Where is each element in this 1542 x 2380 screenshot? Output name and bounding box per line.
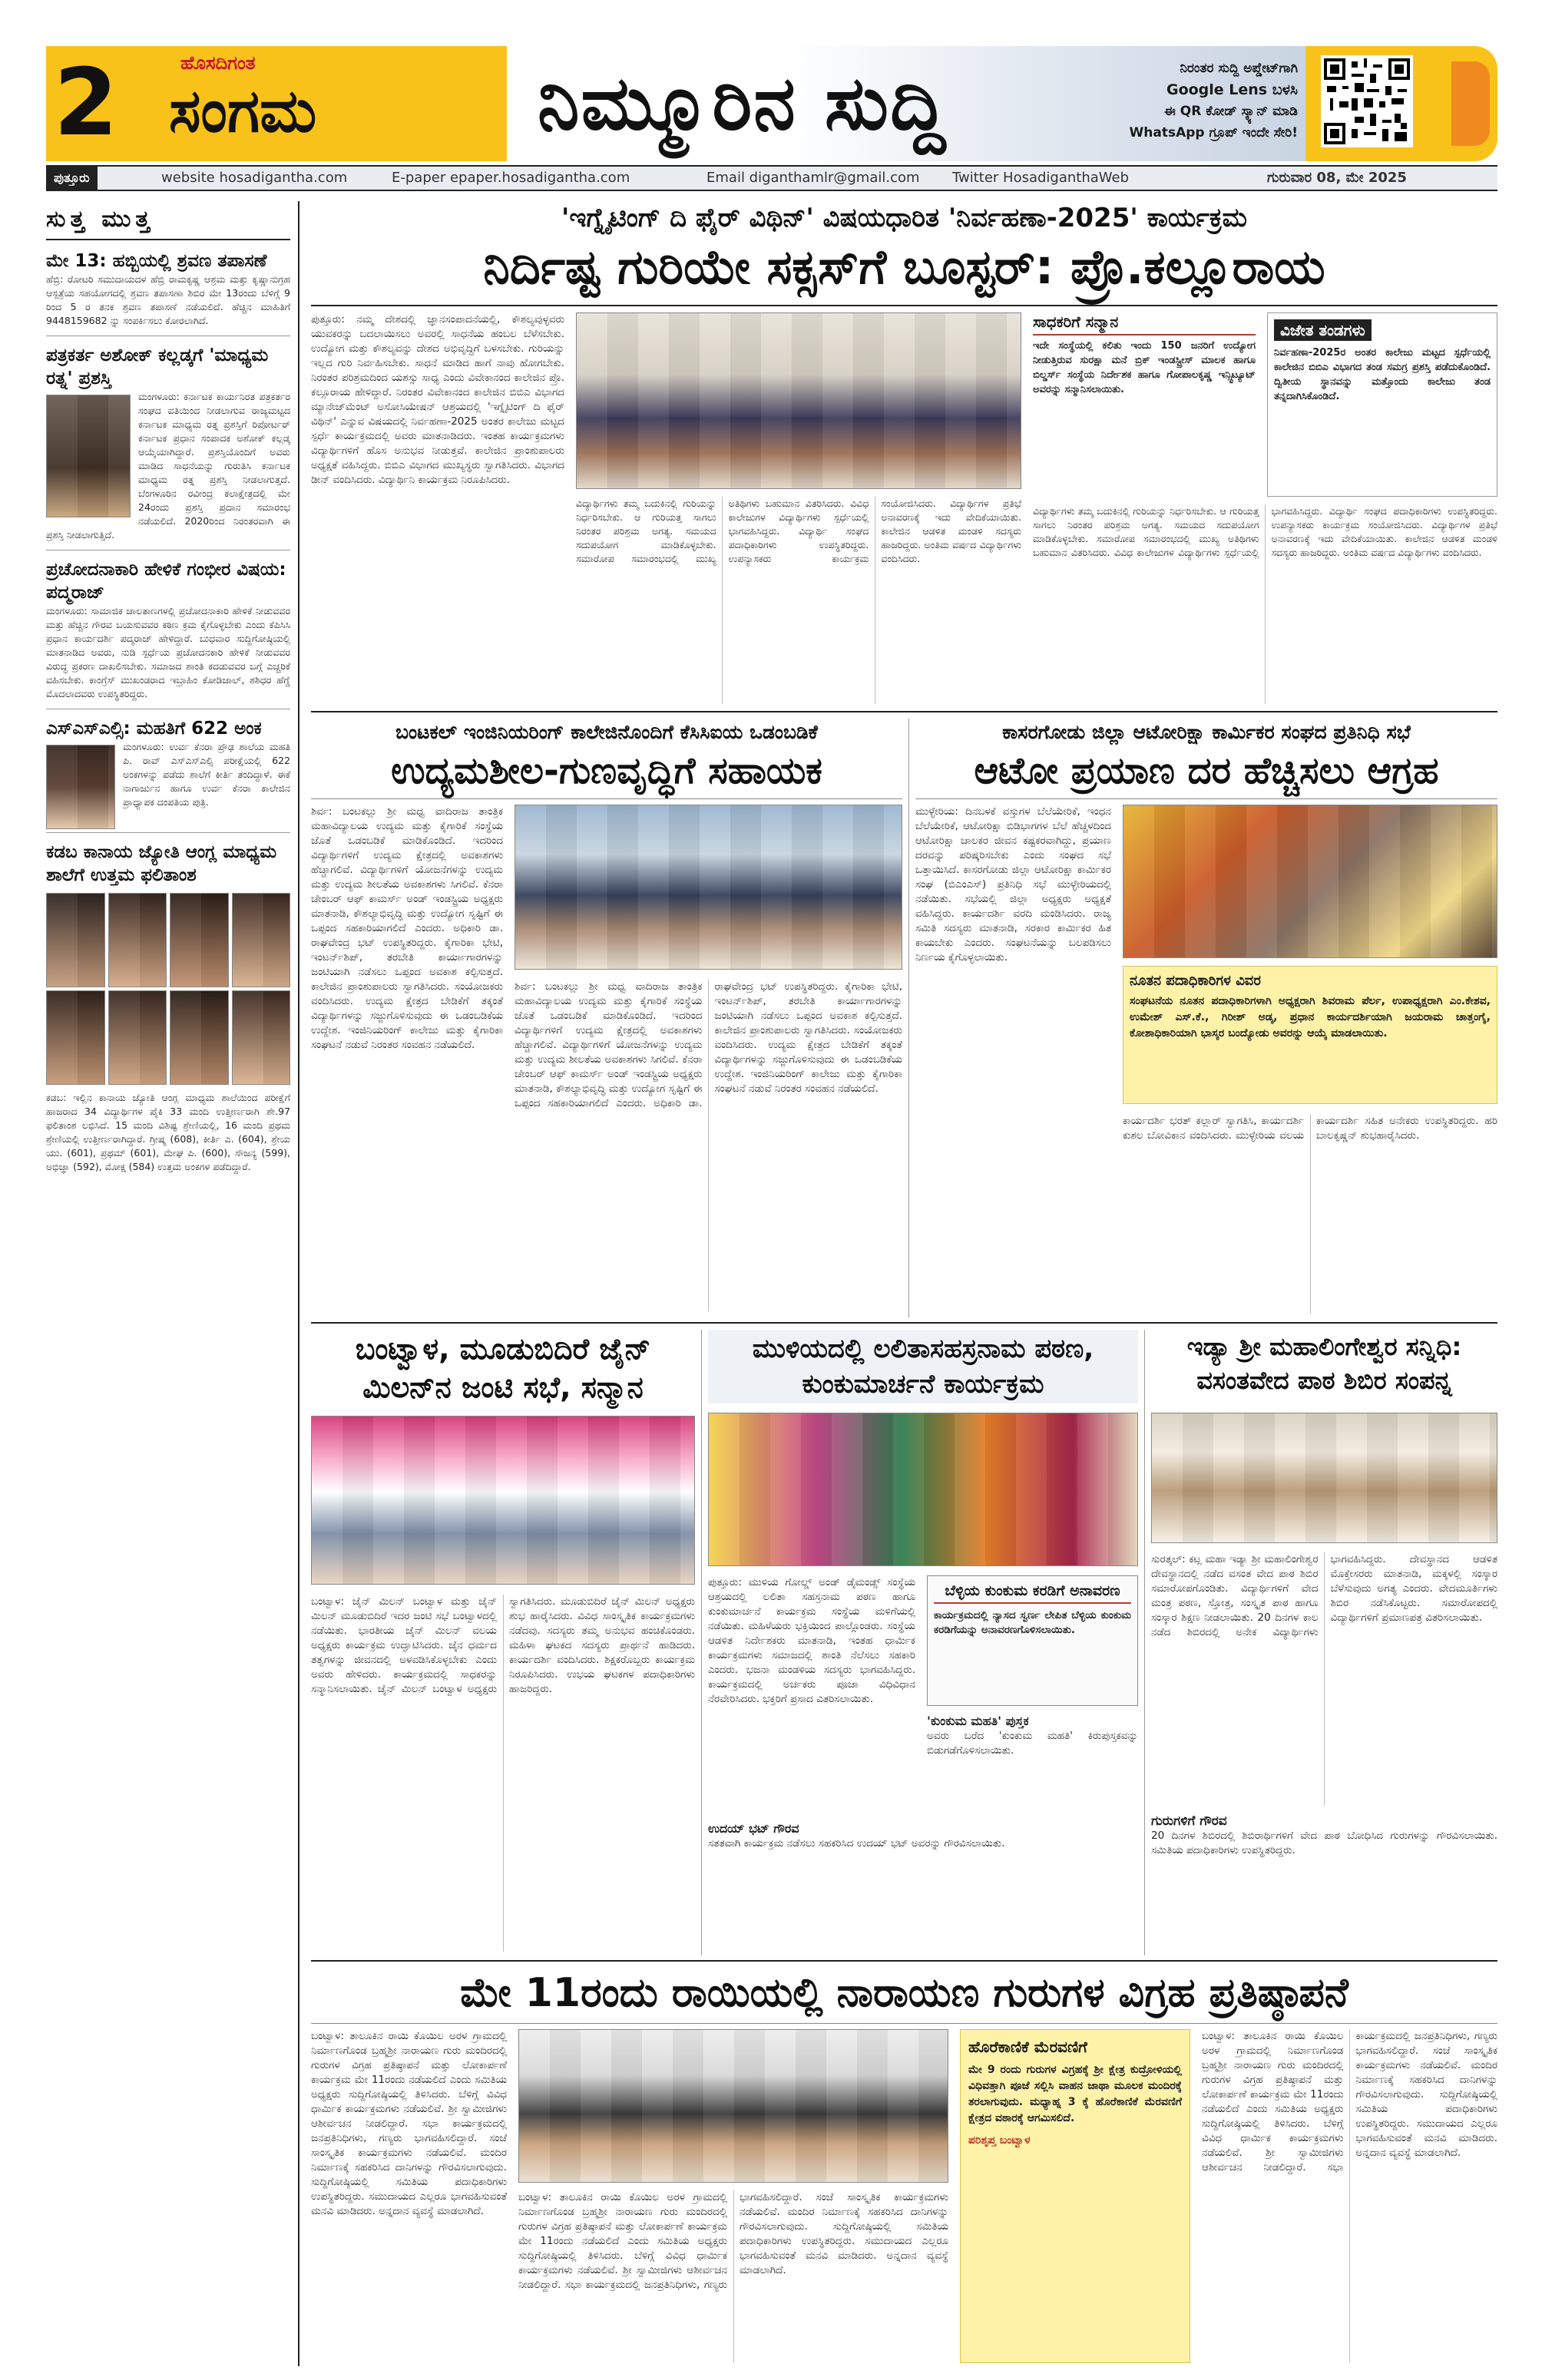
story-muliya (708, 1330, 1138, 1955)
eng-body-col2: ಶಿರ್ವ: ಬಂಟಕಲ್ಲು ಶ್ರೀ ಮಧ್ವ ವಾದಿರಾಜ ತಾಂತ್ರಿಕ ಮಹಾವಿದ್ಯಾಲಯ ಉದ್ಯಮ ಮತ್ತು ಕೈಗಾರಿಕೆ ಸಂಸ್ಥೆಯ ಜೊತೆ ಒಡಂಬಡಿಕೆ ಮಾಡಿಕೊಂಡಿದೆ. ಇದರಿಂದ ವಿದ್ಯಾರ್ಥಿಗಳಿಗೆ ಉದ್ಯಮ ಕ್ಷೇತ್ರದಲ್ಲಿ ಅವಕಾಶಗಳು ಹೆಚ್ಚಾಗಲಿವೆ. ವಿದ್ಯಾರ್ಥಿಗಳಿಗೆ ಯೋಜನೆಗಳನ್ನು ಉದ್ಯಮ ಮತ್ತು ಉದ್ಯಮ ಶೀಲತೆಯ ಅವಕಾಶಗಳು ಸಿಗಲಿವೆ. ಕೆನರಾ ಚೇಂಬರ್ ಆಫ್ ಕಾಮರ್ಸ್ ಅಂಡ್ ಇಂಡಸ್ಟ್ರಿಯ ಅಧ್ಯಕ್ಷರು ಮಾತನಾಡಿ, ಕೌಶಲ್ಯಾಭಿವೃದ್ಧಿ ಮತ್ತು ಉದ್ಯೋಗ ಸೃಷ್ಟಿಗೆ ಈ ಒಪ್ಪಂದ ಸಹಕಾರಿಯಾಗಲಿದೆ ಎಂದರು. ಅಧಿಕಾರಿ ಡಾ. ರಾಘವೇಂದ್ರ ಭಟ್ ಉಪಸ್ಥಿತರಿದ್ದರು. ಕೈಗಾರಿಕಾ ಭೇಟಿ, ಇಂಟರ್ನ್‌ಶಿಪ್, ತರಬೇತಿ ಕಾರ್ಯಾಗಾರಗಳನ್ನು ಜಂಟಿಯಾಗಿ ನಡೆಸಲು ಒಪ್ಪಂದ ಅವಕಾಶ ಕಲ್ಪಿಸುತ್ತದೆ. ಕಾಲೇಜಿನ ಪ್ರಾಂಶುಪಾಲರು ಸ್ವಾಗತಿಸಿದರು. ಸಂಯೋಜಕರು ವಂದಿಸಿದರು. ಉದ್ಯಮ ಕ್ಷೇತ್ರದ ಬೇಡಿಕೆಗೆ ತಕ್ಕಂತೆ ವಿದ್ಯಾರ್ಥಿಗಳನ್ನು ಸಜ್ಜುಗೊಳಿಸುವುದು ಈ ಒಡಂಬಡಿಕೆಯ ಉದ್ದೇಶ. ಇಂಜಿನಿಯರಿಂಗ್ ಕಾಲೇಜು ಮತ್ತು ಕೈಗಾರಿಕಾ ಸಂಘಟನೆ ನಡುವೆ ನಿರಂತರ ಸಂವಹನ ನಡೆಯಲಿದೆ. (515, 980, 902, 1109)
jain-photo (311, 1416, 695, 1585)
lead-body-middle: ವಿದ್ಯಾರ್ಥಿಗಳು ತಮ್ಮ ಬದುಕಿನಲ್ಲಿ ಗುರಿಯನ್ನು ನಿರ್ಧರಿಸಬೇಕು. ಆ ಗುರಿಯತ್ತ ಸಾಗಲು ನಿರಂತರ ಪರಿಶ್ರಮ ಅಗತ್ಯ. ಸಮಯದ ಸದುಪಯೋಗ ಮಾಡಿಕೊಳ್ಳಬೇಕು. ಸಮಾರೋಪ ಸಮಾರಂಭದಲ್ಲಿ ಮುಖ್ಯ ಅತಿಥಿಗಳು ಬಹುಮಾನ ವಿತರಿಸಿದರು. ವಿವಿಧ ಕಾಲೇಜುಗಳ ವಿದ್ಯಾರ್ಥಿಗಳು ಸ್ಪರ್ಧೆಯಲ್ಲಿ ಭಾಗವಹಿಸಿದ್ದರು. ವಿದ್ಯಾರ್ಥಿ ಸಂಘದ ಪದಾಧಿಕಾರಿಗಳು ಉಪಸ್ಥಿತರಿದ್ದರು. ಉಪನ್ಯಾಸಕರು ಕಾರ್ಯಕ್ರಮ ಸಂಯೋಜಿಸಿದರು. ವಿದ್ಯಾರ್ಥಿಗಳ ಪ್ರತಿಭೆ ಅನಾವರಣಕ್ಕೆ ಇದು ವೇದಿಕೆಯಾಯಿತು. ಕಾಲೇಜಿನ ಆಡಳಿತ ಮಂಡಳಿ ಸದಸ್ಯರು ಹಾಜರಿದ್ದರು. ಅಂತಿಮ ವರ್ಷದ ವಿದ್ಯಾರ್ಥಿಗಳು ವಂದಿಸಿದರು. (576, 497, 1021, 564)
auto-photo (1123, 805, 1497, 958)
eng-body-col1: ಶಿರ್ವ: ಬಂಟಕಲ್ಲು ಶ್ರೀ ಮಧ್ವ ವಾದಿರಾಜ ತಾಂತ್ರಿಕ ಮಹಾವಿದ್ಯಾಲಯ ಉದ್ಯಮ ಮತ್ತು ಕೈಗಾರಿಕೆ ಸಂಸ್ಥೆಯ ಜೊತೆ ಒಡಂಬಡಿಕೆ ಮಾಡಿಕೊಂಡಿದೆ. ಇದರಿಂದ ವಿದ್ಯಾರ್ಥಿಗಳಿಗೆ ಉದ್ಯಮ ಕ್ಷೇತ್ರದಲ್ಲಿ ಅವಕಾಶಗಳು ಹೆಚ್ಚಾಗಲಿವೆ. ವಿದ್ಯಾರ್ಥಿಗಳಿಗೆ ಯೋಜನೆಗಳನ್ನು ಉದ್ಯಮ ಮತ್ತು ಉದ್ಯಮ ಶೀಲತೆಯ ಅವಕಾಶಗಳು ಸಿಗಲಿವೆ. ಕೆನರಾ ಚೇಂಬರ್ ಆಫ್ ಕಾಮರ್ಸ್ ಅಂಡ್ ಇಂಡಸ್ಟ್ರಿಯ ಅಧ್ಯಕ್ಷರು ಮಾತನಾಡಿ, ಕೌಶಲ್ಯಾಭಿವೃದ್ಧಿ ಮತ್ತು ಉದ್ಯೋಗ ಸೃಷ್ಟಿಗೆ ಈ ಒಪ್ಪಂದ ಸಹಕಾರಿಯಾಗಲಿದೆ ಎಂದರು. ಅಧಿಕಾರಿ ಡಾ. ರಾಘವೇಂದ್ರ ಭಟ್ ಉಪಸ್ಥಿತರಿದ್ದರು. ಕೈಗಾರಿಕಾ ಭೇಟಿ, ಇಂಟರ್ನ್‌ಶಿಪ್, ತರಬೇತಿ ಕಾರ್ಯಾಗಾರಗಳನ್ನು ಜಂಟಿಯಾಗಿ ನಡೆಸಲು ಒಪ್ಪಂದ ಅವಕಾಶ ಕಲ್ಪಿಸುತ್ತದೆ. ಕಾಲೇಜಿನ ಪ್ರಾಂಶುಪಾಲರು ಸ್ವಾಗತಿಸಿದರು. ಸಂಯೋಜಕರು ವಂದಿಸಿದರು. ಉದ್ಯಮ ಕ್ಷೇತ್ರದ ಬೇಡಿಕೆಗೆ ತಕ್ಕಂತೆ ವಿದ್ಯಾರ್ಥಿಗಳನ್ನು ಸಜ್ಜುಗೊಳಿಸುವುದು ಈ ಒಡಂಬಡಿಕೆಯ ಉದ್ದೇಶ. ಇಂಜಿನಿಯರಿಂಗ್ ಕಾಲೇಜು ಮತ್ತು ಕೈಗಾರಿಕಾ ಸಂಘಟನೆ ನಡುವೆ ನಿರಂತರ ಸಂವಹನ ನಡೆಯಲಿದೆ. (311, 805, 503, 1051)
story-narayana (311, 1968, 1497, 2367)
idya-body: ಸುರತ್ಕಲ್: ಕಟ್ಲ ಮಹಾ ಇಡ್ಯಾ ಶ್ರೀ ಮಹಾಲಿಂಗೇಶ್ವರ ದೇವಸ್ಥಾನದಲ್ಲಿ ನಡೆದ ವಸಂತ ವೇದ ಪಾಠ ಶಿಬಿರ ಸಮಾರೋಪಗೊಂಡಿತು. ವಿದ್ಯಾರ್ಥಿಗಳಿಗೆ ವೇದ ಮಂತ್ರ ಪಠಣ, ಸ್ತೋತ್ರ, ಸಂಸ್ಕೃತ ಪಾಠ ಹಾಗೂ ಸಂಸ್ಕಾರ ಶಿಕ್ಷಣ ನೀಡಲಾಯಿತು. 20 ದಿನಗಳ ಕಾಲ ನಡೆದ ಶಿಬಿರದಲ್ಲಿ ಅನೇಕ ವಿದ್ಯಾರ್ಥಿಗಳು ಭಾಗವಹಿಸಿದ್ದರು. ದೇವಸ್ಥಾನದ ಆಡಳಿತ ಮೊಕ್ತೇಸರರು ಮಾತನಾಡಿ, ಮಕ್ಕಳಲ್ಲಿ ಸಂಸ್ಕಾರ ಬೆಳೆಸುವುದು ಅಗತ್ಯ ಎಂದರು. ವೇದಮೂರ್ತಿಗಳು ಶಿಬಿರ ನಡೆಸಿಕೊಟ್ಟರು. ಸಮಾರೋಪದಲ್ಲಿ ವಿದ್ಯಾರ್ಥಿಗಳಿಗೆ ಪ್ರಮಾಣಪತ್ರ ವಿತರಿಸಲಾಯಿತು. (1151, 1553, 1497, 1638)
horekanike-credit: ಪರಿಶೃಪ್ತ ಬಂಟ್ವಾಳ (968, 2134, 1031, 2147)
qr-code[interactable] (1321, 55, 1413, 147)
sidebar-headline: ಎಸ್ಎಸ್ಎಲ್ಸಿ: ಮಹತಿಗೆ 622 ಅಂಕ (46, 719, 262, 739)
issue-date: ಗುರುವಾರ 08, ಮೇ 2025 (1267, 170, 1407, 186)
muliya-body-col1: ಪುತ್ತೂರು: ಮುಳಿಯ ಗೋಲ್ಡ್ ಅಂಡ್ ಡೈಮಂಡ್ಸ್ ಸಂಸ್ಥೆಯ ಆಶ್ರಯದಲ್ಲಿ ಲಲಿತಾ ಸಹಸ್ರನಾಮ ಪಠಣ ಹಾಗೂ ಕುಂಕುಮಾರ್ಚನೆ ಕಾರ್ಯಕ್ರಮ ಸಂಸ್ಥೆಯ ಮಳಿಗೆಯಲ್ಲಿ ನಡೆಯಿತು. ಮಹಿಳೆಯರು ಭಕ್ತಿಯಿಂದ ಪಾಲ್ಗೊಂಡರು. ಸಂಸ್ಥೆಯ ಆಡಳಿತ ನಿರ್ದೇಶಕರು ಮಾತನಾಡಿ, ಇಂತಹ ಧಾರ್ಮಿಕ ಕಾರ್ಯಕ್ರಮಗಳು ಸಮಾಜದಲ್ಲಿ ಶಾಂತಿ ನೆಲೆಸಲು ಸಹಕಾರಿ ಎಂದರು. ಭಜನಾ ಮಂಡಳಿಯ ಸದಸ್ಯರು ಭಾಗವಹಿಸಿದ್ದರು. ಕಾರ್ಯಕ್ರಮದಲ್ಲಿ ಅರ್ಚಕರು ಪೂಜಾ ವಿಧಿವಿಧಾನ ನೆರವೇರಿಸಿದರು. ಭಕ್ತರಿಗೆ ಪ್ರಸಾದ ವಿತರಿಸಲಾಯಿತು. (708, 1576, 915, 1705)
promo-line: ಈ QR ಕೋಡ್ ಸ್ಕ್ಯಾನ್ ಮಾಡಿ (1164, 104, 1298, 119)
student-photo (46, 990, 105, 1085)
website-link[interactable]: website hosadigantha.com (161, 170, 348, 186)
muliya-headline: ಮುಳಿಯದಲ್ಲಿ ಲಲಿತಾಸಹಸ್ರನಾಮ ಪಠಣ, ಕುಂಕುಮಾರ್ಚನೆ ಕಾರ್ಯಕ್ರಮ (708, 1330, 1138, 1403)
eng-photo (515, 805, 902, 970)
guru-section (1151, 1813, 1497, 1952)
book-section (927, 1714, 1138, 1806)
lead-body-right: ವಿದ್ಯಾರ್ಥಿಗಳು ತಮ್ಮ ಬದುಕಿನಲ್ಲಿ ಗುರಿಯನ್ನು ನಿರ್ಧರಿಸಬೇಕು. ಆ ಗುರಿಯತ್ತ ಸಾಗಲು ನಿರಂತರ ಪರಿಶ್ರಮ ಅಗತ್ಯ. ಸಮಯದ ಸದುಪಯೋಗ ಮಾಡಿಕೊಳ್ಳಬೇಕು. ಸಮಾರೋಪ ಸಮಾರಂಭದಲ್ಲಿ ಮುಖ್ಯ ಅತಿಥಿಗಳು ಬಹುಮಾನ ವಿತರಿಸಿದರು. ವಿವಿಧ ಕಾಲೇಜುಗಳ ವಿದ್ಯಾರ್ಥಿಗಳು ಸ್ಪರ್ಧೆಯಲ್ಲಿ ಭಾಗವಹಿಸಿದ್ದರು. ವಿದ್ಯಾರ್ಥಿ ಸಂಘದ ಪದಾಧಿಕಾರಿಗಳು ಉಪಸ್ಥಿತರಿದ್ದರು. ಉಪನ್ಯಾಸಕರು ಕಾರ್ಯಕ್ರಮ ಸಂಯೋಜಿಸಿದರು. ವಿದ್ಯಾರ್ಥಿಗಳ ಪ್ರತಿಭೆ ಅನಾವರಣಕ್ಕೆ ಇದು ವೇದಿಕೆಯಾಯಿತು. ಕಾಲೇಜಿನ ಆಡಳಿತ ಮಂಡಳಿ ಸದಸ್ಯರು ಹಾಜರಿದ್ದರು. ಅಂತಿಮ ವರ್ಷದ ವಿದ್ಯಾರ್ಥಿಗಳು ವಂದಿಸಿದರು. (1033, 505, 1497, 558)
story-idya (1151, 1330, 1497, 1955)
sadhakar-box (1033, 312, 1256, 497)
lead-body-left: ಪುತ್ತೂರು: ನಮ್ಮ ದೇಶದಲ್ಲಿ ಜ್ಞಾನಸಂಪಾದನೆಯಲ್ಲಿ, ಕೌಶಲ್ಯವುಳ್ಳವರು ಯುವಕರನ್ನು ಬದಲಾಯಿಸಲು ಅವರಲ್ಲಿ ಸಾಧನೆಯ ಹಂಬಲ ಬೆಳೆಸಬೇಕು. ಉದ್ಯೋಗ ಮತ್ತು ಕೌಶಲ್ಯವನ್ನು ದೇಶದ ಅಭಿವೃದ್ಧಿಗೆ ಬಳಸಬೇಕು. ಗುರಿಯನ್ನು ಇಲ್ಲದ ಗುರಿ ನಿರ್ವಹಿಸಬೇಕು. ಸಾಧನೆ ಮಾಡಿದ ಹಾಗೆ ನಾವು ಹೋಗಬೇಕು. ನಿರಂತರ ಪರಿಶ್ರಮದಿಂದ ಯಶಸ್ಸು ಸಾಧ್ಯ ಎಂದು ವಿವೇಕಾನಂದ ಕಾಲೇಜಿನ ಪ್ರೊ. ಕಲ್ಲೂರಾಯ ಹೇಳಿದ್ದಾರೆ. ನಿರಂತರ ವಿವೇಕಾನಂದ ಕಾಲೇಜಿನ ಬಿಬಿಎ ವಿಭಾಗದ ಮ್ಯಾನೇಜ್‌ಮೆಂಟ್ ಅಸೋಸಿಯೇಷನ್ ಆಶ್ರಯದಲ್ಲಿ 'ಇಗ್ನೈಟಿಂಗ್ ದಿ ಫೈರ್ ವಿಥಿನ್' ಎನ್ನುವ ವಿಷಯದಲ್ಲಿ ನಿರ್ವಹಣಾ-2025 ಅಂತರ ಕಾಲೇಜು ಮಟ್ಟದ ಸ್ಪರ್ಧೆ ಕಾರ್ಯಕ್ರಮದಲ್ಲಿ ಅವರು ಮಾತನಾಡಿದರು. ಇಂತಹ ಕಾರ್ಯಕ್ರಮಗಳು ವಿದ್ಯಾರ್ಥಿಗಳಿಗೆ ಹೊಸ ಅನುಭವ ನೀಡುತ್ತವೆ. ಕಾಲೇಜಿನ ಪ್ರಾಂಶುಪಾಲರು ಅಧ್ಯಕ್ಷತೆ ವಹಿಸಿದ್ದರು. ಬಿಬಿಎ ವಿಭಾಗದ ಮುಖ್ಯಸ್ಥರು ಸ್ವಾಗತಿಸಿದರು. ವಿಭಾಗದ ಡೀನ್ ವಂದಿಸಿದರು. ವಿದ್ಯಾರ್ಥಿನಿ ಕಾರ್ಯಕ್ರಮ ನಿರೂಪಿಸಿದರು. (311, 313, 564, 486)
sidebar-item (46, 558, 290, 701)
sidebar-body: ಮಂಗಳೂರು: ಕರ್ನಾಟಕ ಕಾರ್ಯನಿರತ ಪತ್ರಕರ್ತರ ಸಂಘದ ವತಿಯಿಂದ ನೀಡಲಾಗುವ ರಾಜ್ಯಮಟ್ಟದ ಕರ್ನಾಟಕ ಮಾಧ್ಯಮ ರತ್ನ ಪ್ರಶಸ್ತಿಗೆ ರಿಪೋರ್ಟರ್ ಕರ್ನಾಟಕ ಪ್ರಧಾನ ಸಂಪಾದಕ ಅಶೋಕ್ ಕಲ್ಲಡ್ಕ ಆಯ್ಕೆಯಾಗಿದ್ದಾರೆ. ಪ್ರಶಸ್ತಿಯೊಂದಿಗೆ ಅವರು ಮಾಡಿದ ಸಾಧನೆಯನ್ನು ಗುರುತಿಸಿ ಕರ್ನಾಟಕ ಮಾಧ್ಯಮ ರತ್ನ ಪ್ರಶಸ್ತಿ ನೀಡಲಾಗುತ್ತದೆ. ಬೆಂಗಳೂರಿನ ರವೀಂದ್ರ ಕಲಾಕ್ಷೇತ್ರದಲ್ಲಿ ಮೇ 24ರಂದು ಪ್ರಶಸ್ತಿ ಪ್ರದಾನ ಸಮಾರಂಭ ನಡೆಯಲಿದೆ. 2020ರಿಂದ ನಿರಂತರವಾಗಿ ಈ ಪ್ರಶಸ್ತಿ ನೀಡಲಾಗುತ್ತಿದೆ. (46, 391, 290, 540)
kumkuma-head: ಬೆಳ್ಳಿಯ ಕುಂಕುಮ ಕರಡಿಗೆ ಅನಾವರಣ (934, 1582, 1131, 1604)
student-photo (232, 893, 291, 987)
promo-line: WhatsApp ಗ್ರೂಪ್ ಇಂದೇ ಸೇರಿ! (1129, 125, 1298, 140)
story-engineering (311, 719, 902, 1317)
auto-body-col2: ಕಾರ್ಯದರ್ಶಿ ಭರತ್ ಕಲ್ಲಾರ್ ಸ್ವಾಗತಿಸಿ, ಕಾರ್ಯದರ್ಶಿ ಕುಶಲ ಬೋವಿಕಾನ ವಂದಿಸಿದರು. ಮುಳ್ಳೇರಿಯ ವಲಯ ಕಾರ್ಯದರ್ಶಿ ಸಹಿತ ಅನೇಕರು ಉಪಸ್ಥಿತರಿದ್ದರು. ಹರಿ ಬಾಲಕೃಷ್ಣನ್ ಶುಭಹಾರೈಸಿದರು. (1123, 1115, 1497, 1142)
horekanike-box (960, 2029, 1190, 2363)
jain-body: ಬಂಟ್ವಾಳ: ಜೈನ್ ಮಿಲನ್ ಬಂಟ್ವಾಳ ಮತ್ತು ಜೈನ್ ಮಿಲನ್ ಮೂಡುಬಿದಿರೆ ಇದರ ಜಂಟಿ ಸಭೆ ಬಂಟ್ವಾಳದಲ್ಲಿ ನಡೆಯಿತು. ಭಾರತೀಯ ಜೈನ್ ಮಿಲನ್ ವಲಯ ಅಧ್ಯಕ್ಷರು ಕಾರ್ಯಕ್ರಮ ಉದ್ಘಾಟಿಸಿದರು. ಜೈನ ಧರ್ಮದ ತತ್ವಗಳನ್ನು ಜೀವನದಲ್ಲಿ ಅಳವಡಿಸಿಕೊಳ್ಳಬೇಕು ಎಂದು ಅವರು ಹೇಳಿದರು. ಕಾರ್ಯಕ್ರಮದಲ್ಲಿ ಸಾಧಕರನ್ನು ಸನ್ಮಾನಿಸಲಾಯಿತು. ಜೈನ್ ಮಿಲನ್ ಬಂಟ್ವಾಳ ಅಧ್ಯಕ್ಷರು ಸ್ವಾಗತಿಸಿದರು. ಮೂಡುಬಿದಿರೆ ಜೈನ್ ಮಿಲನ್ ಅಧ್ಯಕ್ಷರು ಶುಭ ಹಾರೈಸಿದರು. ವಿವಿಧ ಸಾಂಸ್ಕೃತಿಕ ಕಾರ್ಯಕ್ರಮಗಳು ನಡೆದವು. ಸದಸ್ಯರು ತಮ್ಮ ಅನುಭವ ಹಂಚಿಕೊಂಡರು. ಮಹಿಳಾ ಘಟಕದ ಸದಸ್ಯರು ಪ್ರಾರ್ಥನೆ ಹಾಡಿದರು. ಕಾರ್ಯದರ್ಶಿ ವಂದಿಸಿದರು. ಶಿಕ್ಷಕರೊಬ್ಬರು ಕಾರ್ಯಕ್ರಮ ನಿರೂಪಿಸಿದರು. ಉಭಯ ಘಟಕಗಳ ಪದಾಧಿಕಾರಿಗಳು ಹಾಜರಿದ್ದರು. (311, 1595, 695, 1695)
page-number: 2 (54, 50, 118, 157)
narayana-body-col2: ಬಂಟ್ವಾಳ: ತಾಲೂಕಿನ ರಾಯಿ ಕೊಯಿಲ ಅರಳ ಗ್ರಾಮದಲ್ಲಿ ನಿರ್ಮಾಣಗೊಂಡ ಬ್ರಹ್ಮಶ್ರೀ ನಾರಾಯಣ ಗುರು ಮಂದಿರದಲ್ಲಿ ಗುರುಗಳ ವಿಗ್ರಹ ಪ್ರತಿಷ್ಠಾಪನೆ ಮತ್ತು ಲೋಕಾರ್ಪಣೆ ಕಾರ್ಯಕ್ರಮ ಮೇ 11ರಂದು ನಡೆಯಲಿದೆ ಎಂದು ಸಮಿತಿಯ ಅಧ್ಯಕ್ಷರು ಸುದ್ದಿಗೋಷ್ಠಿಯಲ್ಲಿ ತಿಳಿಸಿದರು. ಬೆಳಿಗ್ಗೆ ವಿವಿಧ ಧಾರ್ಮಿಕ ಕಾರ್ಯಕ್ರಮಗಳು ನಡೆಯಲಿವೆ. ಶ್ರೀ ಸ್ವಾಮೀಜಿಗಳು ಆಶೀರ್ವಚನ ನೀಡಲಿದ್ದಾರೆ. ಸಭಾ ಕಾರ್ಯಕ್ರಮದಲ್ಲಿ ಜನಪ್ರತಿನಿಧಿಗಳು, ಗಣ್ಯರು ಭಾಗವಹಿಸಲಿದ್ದಾರೆ. ಸಂಜೆ ಸಾಂಸ್ಕೃತಿಕ ಕಾರ್ಯಕ್ರಮಗಳು ನಡೆಯಲಿವೆ. ಮಂದಿರ ನಿರ್ಮಾಣಕ್ಕೆ ಸಹಕರಿಸಿದ ದಾನಿಗಳನ್ನು ಗೌರವಿಸಲಾಗುವುದು. ಸುದ್ದಿಗೋಷ್ಠಿಯಲ್ಲಿ ಸಮಿತಿಯ ಪದಾಧಿಕಾರಿಗಳು ಉಪಸ್ಥಿತರಿದ್ದರು. ಸಮುದಾಯದ ಎಲ್ಲರೂ ಭಾಗವಹಿಸುವಂತೆ ಮನವಿ ಮಾಡಿದರು. ಅನ್ನದಾನ ವ್ಯವಸ್ಥೆ ಮಾಡಲಾಗಿದೆ. (518, 2191, 948, 2291)
twitter-link[interactable]: Twitter HosadiganthaWeb (952, 170, 1130, 186)
guru-body: 20 ದಿನಗಳ ಶಿಬಿರದಲ್ಲಿ ಶಿಬಿರಾರ್ಥಿಗಳಿಗೆ ವೇದ ಪಾಠ ಬೋಧಿಸಿದ ಗುರುಗಳನ್ನು ಗೌರವಿಸಲಾಯಿತು. ಸಮಿತಿಯ ಪದಾಧಿಕಾರಿಗಳು ಉಪಸ್ಥಿತರಿದ್ದರು. (1151, 1830, 1497, 1856)
sadhakar-head: ಸಾಧಕರಿಗೆ ಸನ್ಮಾನ (1033, 312, 1256, 336)
horekanike-head: ಹೊರೆಕಾಣಿಕೆ ಮೆರವಣಿಗೆ (968, 2038, 1087, 2056)
sidebar-logo: ಸುತ್ತ ಮುತ್ತ (46, 201, 290, 240)
email-link[interactable]: Email diganthamlr@gmail.com (706, 170, 920, 186)
city-label: ಪುತ್ತೂರು (46, 167, 98, 190)
muliya-photo (708, 1413, 1138, 1566)
narayana-photo (518, 2029, 948, 2183)
vijeta-box (1267, 312, 1497, 497)
new-office-box (1123, 966, 1497, 1104)
student-photo-grid (46, 893, 290, 1085)
horekanike-body: ಮೇ 9 ರಂದು ಗುರುಗಳ ವಿಗ್ರಹಕ್ಕೆ ಶ್ರೀ ಕ್ಷೇತ್ರ ಕುದ್ರೋಳಿಯಲ್ಲಿ ವಿಧಿವತ್ತಾಗಿ ಪೂಜೆ ಸಲ್ಲಿಸಿ ವಾಹನ ಜಾಥಾ ಮೂಲಕ ಮಂದಿರಕ್ಕೆ ತರಲಾಗುವುದು. ಮಧ್ಯಾಹ್ನ 3 ಕ್ಕೆ ಹೊರೆಕಾಣಿಕೆ ಮೆರವಣಿಗೆ ಕ್ಷೇತ್ರದ ವಠಾರಕ್ಕೆ ಆಗಮಿಸಲಿದೆ. (968, 2064, 1182, 2124)
book-head: 'ಕುಂಕುಮ ಮಹತಿ' ಪುಸ್ತಕ (927, 1714, 1029, 1728)
sidebar-item (46, 841, 290, 1174)
sadhakar-body: ಇದೇ ಸಂಸ್ಥೆಯಲ್ಲಿ ಕಲಿತು ಇಂದು 150 ಜನರಿಗೆ ಉದ್ಯೋಗ ನೀಡುತ್ತಿರುವ ಸುರಕ್ಷಾ ಮನೆ ಬ್ರಿಕ್ ಇಂಡಸ್ಟ್ರೀಸ್ ಮಾಲಕ ಹಾಗೂ ಬಿಲ್ಡರ್ಸ್ ಸಂಸ್ಥೆಯ ನಿರ್ದೇಶಕ ಹಾಗೂ ಗೋಪಾಲಕೃಷ್ಣ ಇನ್ಸ್ಟಿಟ್ಯೂಟ್ ಅವರನ್ನು ಸನ್ಮಾನಿಸಲಾಯಿತು. (1033, 340, 1256, 395)
sidebar-divider (298, 201, 299, 2366)
masthead (46, 46, 1497, 161)
eng-kicker: ಬಂಟಕಲ್ ಇಂಜಿನಿಯರಿಂಗ್ ಕಾಲೇಜಿನೊಂದಿಗೆ ಕೆಸಿಸಿಐಯ ಒಡಂಬಡಿಕೆ (395, 721, 818, 743)
eng-headline: ಉದ್ಯಮಶೀಲ-ಗುಣವೃದ್ಧಿಗೆ ಸಹಾಯಕ (391, 749, 822, 792)
auto-kicker: ಕಾಸರಗೋಡು ಜಿಲ್ಲಾ ಆಟೋರಿಕ್ಷಾ ಕಾರ್ಮಿಕರ ಸಂಘದ ಪ್ರತಿನಿಧಿ ಸಭೆ (1002, 721, 1411, 743)
guru-head: ಗುರುಗಳಿಗೆ ಗೌರವ (1151, 1813, 1227, 1829)
lead-kicker: 'ಇಗ್ನೈಟಿಂಗ್ ದಿ ಫೈರ್ ವಿಥಿನ್' ವಿಷಯಧಾರಿತ 'ನಿರ್ವಹಣಾ-2025' ಕಾರ್ಯಕ್ರಮ (561, 203, 1247, 233)
sidebar-item (46, 344, 290, 542)
auto-headline: ಆಟೋ ಪ್ರಯಾಣ ದರ ಹೆಚ್ಚಿಸಲು ಆಗ್ರಹ (974, 749, 1439, 792)
qr-promo (1113, 58, 1298, 144)
vijeta-body: ನಿರ್ವಹಣಾ-2025ರ ಅಂತರ ಕಾಲೇಜು ಮಟ್ಟದ ಸ್ಪರ್ಧೆಯಲ್ಲಿ ಕಾಲೇಜಿನ ಬಿಬಿಎ ವಿಭಾಗದ ತಂಡ ಸಮಗ್ರ ಪ್ರಶಸ್ತಿ ಪಡೆದುಕೊಂಡಿದೆ. ದ್ವಿತೀಯ ಸ್ಥಾನವನ್ನು ಮತ್ತೊಂದು ಕಾಲೇಜು ತಂಡ ತನ್ನದಾಗಿಸಿಕೊಂಡಿದೆ. (1274, 347, 1491, 402)
page-title: ನಿಮ್ಮೂರಿನ ಸುದ್ದಿ (538, 60, 948, 147)
sidebar-headline: ಕಡಬ ಕಾನಾಯ ಜ್ಯೋತಿ ಆಂಗ್ಲ ಮಾಧ್ಯಮ ಶಾಲೆಗೆ ಉತ್ತಮ ಫಲಿತಾಂಶ (46, 842, 277, 885)
student-photo (108, 990, 167, 1085)
sidebar-item (46, 717, 290, 809)
new-office-head: ನೂತನ ಪದಾಧಿಕಾರಿಗಳ ವಿವರ (1130, 973, 1261, 989)
story-jain (311, 1330, 695, 1955)
lead-story (311, 201, 1497, 708)
idya-headline: ಇಡ್ಯಾ ಶ್ರೀ ಮಹಾಲಿಂಗೇಶ್ವರ ಸನ್ನಿಧಿ: ವಸಂತವೇದ ಪಾಠ ಶಿಬಿರ ಸಂಪನ್ನ (1186, 1332, 1462, 1395)
kumkuma-box (927, 1575, 1138, 1706)
sidebar-body: ಕಡಬ: ಇಲ್ಲಿನ ಕಾನಾಯ ಜ್ಯೋತಿ ಆಂಗ್ಲ ಮಾಧ್ಯಮ ಶಾಲೆಯಿಂದ ಪರೀಕ್ಷೆಗೆ ಹಾಜರಾದ 34 ವಿದ್ಯಾರ್ಥಿಗಳ ಪೈಕಿ 33 ಮಂದಿ ಉತ್ತೀರ್ಣರಾಗಿ ಶೇ.97 ಫಲಿತಾಂಶ ಲಭಿಸಿದೆ. 15 ಮಂದಿ ವಿಶಿಷ್ಟ ಶ್ರೇಣಿಯಲ್ಲಿ, 16 ಮಂದಿ ಪ್ರಥಮ ಶ್ರೇಣಿಯಲ್ಲಿ ಉತ್ತೀರ್ಣರಾಗಿದ್ದಾರೆ. ಗ್ರೀಷ್ಮ (608), ಕೀರ್ತಿ ಎ. (604), ಶ್ರೇಯ ಯು. (601), ಪ್ರಥಮ್ (601), ಮೇಘ ಪಿ. (600), ಸೌಜನ್ಯ (599), ಅಭಿಜ್ಞಾ (592), ಮೋಕ್ಷ (584) ಉತ್ತಮ ಅಂಕಗಳ ಪಡೆದಿದ್ದಾರೆ. (46, 1092, 290, 1172)
sidebar (46, 201, 290, 2366)
narayana-body-col1: ಬಂಟ್ವಾಳ: ತಾಲೂಕಿನ ರಾಯಿ ಕೊಯಿಲ ಅರಳ ಗ್ರಾಮದಲ್ಲಿ ನಿರ್ಮಾಣಗೊಂಡ ಬ್ರಹ್ಮಶ್ರೀ ನಾರಾಯಣ ಗುರು ಮಂದಿರದಲ್ಲಿ ಗುರುಗಳ ವಿಗ್ರಹ ಪ್ರತಿಷ್ಠಾಪನೆ ಮತ್ತು ಲೋಕಾರ್ಪಣೆ ಕಾರ್ಯಕ್ರಮ ಮೇ 11ರಂದು ನಡೆಯಲಿದೆ ಎಂದು ಸಮಿತಿಯ ಅಧ್ಯಕ್ಷರು ಸುದ್ದಿಗೋಷ್ಠಿಯಲ್ಲಿ ತಿಳಿಸಿದರು. ಬೆಳಿಗ್ಗೆ ವಿವಿಧ ಧಾರ್ಮಿಕ ಕಾರ್ಯಕ್ರಮಗಳು ನಡೆಯಲಿವೆ. ಶ್ರೀ ಸ್ವಾಮೀಜಿಗಳು ಆಶೀರ್ವಚನ ನೀಡಲಿದ್ದಾರೆ. ಸಭಾ ಕಾರ್ಯಕ್ರಮದಲ್ಲಿ ಜನಪ್ರತಿನಿಧಿಗಳು, ಗಣ್ಯರು ಭಾಗವಹಿಸಲಿದ್ದಾರೆ. ಸಂಜೆ ಸಾಂಸ್ಕೃತಿಕ ಕಾರ್ಯಕ್ರಮಗಳು ನಡೆಯಲಿವೆ. ಮಂದಿರ ನಿರ್ಮಾಣಕ್ಕೆ ಸಹಕರಿಸಿದ ದಾನಿಗಳನ್ನು ಗೌರವಿಸಲಾಗುವುದು. ಸುದ್ದಿಗೋಷ್ಠಿಯಲ್ಲಿ ಸಮಿತಿಯ ಪದಾಧಿಕಾರಿಗಳು ಉಪಸ್ಥಿತರಿದ್ದರು. ಸಮುದಾಯದ ಎಲ್ಲರೂ ಭಾಗವಹಿಸುವಂತೆ ಮನವಿ ಮಾಡಿದರು. ಅನ್ನದಾನ ವ್ಯವಸ್ಥೆ ಮಾಡಲಾಗಿದೆ. (311, 2030, 507, 2217)
book-body: ಅವರು ಬರೆದ 'ಕುಂಕುಮ ಮಹತಿ' ಕಿರುಪುಸ್ತಕವನ್ನು ಬಿಡುಗಡೆಗೊಳಿಸಲಾಯಿತು. (927, 1730, 1138, 1757)
vijeta-head: ವಿಜೇತ ತಂಡಗಳು (1274, 319, 1372, 341)
student-photo (46, 893, 105, 987)
journalist-photo (46, 395, 131, 517)
promo-line: ನಿರಂತರ ಸುದ್ದಿ ಅಪ್ಡೇಟ್‌ಗಾಗಿ (1180, 61, 1298, 76)
section-title: ಸಂಗಮ (169, 77, 317, 146)
student-photo (108, 893, 167, 987)
narayana-body-col3: ಬಂಟ್ವಾಳ: ತಾಲೂಕಿನ ರಾಯಿ ಕೊಯಿಲ ಅರಳ ಗ್ರಾಮದಲ್ಲಿ ನಿರ್ಮಾಣಗೊಂಡ ಬ್ರಹ್ಮಶ್ರೀ ನಾರಾಯಣ ಗುರು ಮಂದಿರದಲ್ಲಿ ಗುರುಗಳ ವಿಗ್ರಹ ಪ್ರತಿಷ್ಠಾಪನೆ ಮತ್ತು ಲೋಕಾರ್ಪಣೆ ಕಾರ್ಯಕ್ರಮ ಮೇ 11ರಂದು ನಡೆಯಲಿದೆ ಎಂದು ಸಮಿತಿಯ ಅಧ್ಯಕ್ಷರು ಸುದ್ದಿಗೋಷ್ಠಿಯಲ್ಲಿ ತಿಳಿಸಿದರು. ಬೆಳಿಗ್ಗೆ ವಿವಿಧ ಧಾರ್ಮಿಕ ಕಾರ್ಯಕ್ರಮಗಳು ನಡೆಯಲಿವೆ. ಶ್ರೀ ಸ್ವಾಮೀಜಿಗಳು ಆಶೀರ್ವಚನ ನೀಡಲಿದ್ದಾರೆ. ಸಭಾ ಕಾರ್ಯಕ್ರಮದಲ್ಲಿ ಜನಪ್ರತಿನಿಧಿಗಳು, ಗಣ್ಯರು ಭಾಗವಹಿಸಲಿದ್ದಾರೆ. ಸಂಜೆ ಸಾಂಸ್ಕೃತಿಕ ಕಾರ್ಯಕ್ರಮಗಳು ನಡೆಯಲಿವೆ. ಮಂದಿರ ನಿರ್ಮಾಣಕ್ಕೆ ಸಹಕರಿಸಿದ ದಾನಿಗಳನ್ನು ಗೌರವಿಸಲಾಗುವುದು. ಸುದ್ದಿಗೋಷ್ಠಿಯಲ್ಲಿ ಸಮಿತಿಯ ಪದಾಧಿಕಾರಿಗಳು ಉಪಸ್ಥಿತರಿದ್ದರು. ಸಮುದಾಯದ ಎಲ್ಲರೂ ಭಾಗವಹಿಸುವಂತೆ ಮನವಿ ಮಾಡಿದರು. ಅನ್ನದಾನ ವ್ಯವಸ್ಥೆ ಮಾಡಲಾಗಿದೆ. (1202, 2030, 1497, 2173)
orange-tab (1451, 61, 1490, 146)
sidebar-body: ಹೆಬ್ರಿ: ರೋಟರಿ ಸಮುದಾಯದಳ ಹೆಬ್ರಿ ರಾಮಕೃಷ್ಣ ಆಶ್ರಮ ಮತ್ತು ಕೃಷ್ಣಾನುಗ್ರಹ ಆಸ್ಪತ್ರೆಯ ಸಹಯೋಗದಲ್ಲಿ ಶ್ರವಣ ತಪಾಸಣಾ ಶಿಬಿರ ಮೇ 13ರಂದು ಬೆಳಿಗ್ಗೆ 9 ರಿಂದ 5 ರ ತನಕ ಶ್ರವಣ ತಪಾಸಣೆ ನಡೆಯಲಿದೆ. ಹೆಚ್ಚಿನ ಮಾಹಿತಿಗೆ 9448159682 ನ್ನು ಸಂಪರ್ಕಿಸಲು ಕೋರಲಾಗಿದೆ. (46, 273, 290, 326)
sidebar-headline: ಪ್ರಚೋದನಾಕಾರಿ ಹೇಳಿಕೆ ಗಂಭೀರ ವಿಷಯ: ಪದ್ಮರಾಜ್ (46, 560, 286, 603)
student-photo (232, 990, 291, 1085)
sidebar-headline: ಮೇ 13: ಹಬ್ಬಿಯಲ್ಲಿ ಶ್ರವಣ ತಪಾಸಣೆ (46, 251, 267, 271)
lead-headline: ನಿರ್ದಿಷ್ಟ ಗುರಿಯೇ ಸಕ್ಸಸ್‌ಗೆ ಬೂಸ್ಟರ್: ಪ್ರೊ.ಕಲ್ಲೂರಾಯ (483, 239, 1325, 295)
student-photo (46, 745, 115, 829)
jain-headline: ಬಂಟ್ವಾಳ, ಮೂಡುಬಿದಿರೆ ಜೈನ್ ಮಿಲನ್‌ನ ಜಂಟಿ ಸಭೆ, ಸನ್ಮಾನ (355, 1332, 651, 1404)
promo-line: Google Lens ಬಳಸಿ (1166, 81, 1298, 98)
info-bar (46, 165, 1497, 191)
student-photo (170, 893, 229, 987)
auto-body-col1: ಮುಳ್ಳೇರಿಯ: ದಿನಬಳಕೆ ವಸ್ತುಗಳ ಬೆಲೆಯೇರಿಕೆ, ಇಂಧನ ಬೆಲೆಯೇರಿಕೆ, ಆಟೋರಿಕ್ಷಾ ಬಿಡಿಭಾಗಗಳ ಬೆಲೆ ಹೆಚ್ಚಳದಿಂದ ಆಟೋರಿಕ್ಷಾ ಚಾಲಕರ ಜೀವನ ಕಷ್ಟಕರವಾಗಿದ್ದು, ಪ್ರಯಾಣ ದರವನ್ನು ಪರಿಷ್ಕರಿಸಬೇಕು ಎಂದು ಸಂಘದ ಸಭೆ ಒತ್ತಾಯಿಸಿದೆ. ಕಾಸರಗೋಡು ಜಿಲ್ಲಾ ಆಟೋರಿಕ್ಷಾ ಕಾರ್ಮಿಕರ ಸಂಘ (ಬಿಎಂಎಸ್) ಪ್ರತಿನಿಧಿ ಸಭೆ ಮುಳ್ಳೇರಿಯದಲ್ಲಿ ನಡೆಯಿತು. ಸಭೆಯಲ್ಲಿ ಜಿಲ್ಲಾ ಅಧ್ಯಕ್ಷರು ಅಧ್ಯಕ್ಷತೆ ವಹಿಸಿದ್ದರು. ಕಾರ್ಯದರ್ಶಿ ವರದಿ ಮಂಡಿಸಿದರು. ರಾಜ್ಯ ಸಮಿತಿ ಸದಸ್ಯರು ಮಾತನಾಡಿ, ಸರಕಾರ ಕಾರ್ಮಿಕರ ಹಿತ ಕಾಯಬೇಕು ಎಂದರು. ಸಂಘಟನೆಯನ್ನು ಬಲಪಡಿಸಲು ನಿರ್ಣಯ ಕೈಗೊಳ್ಳಲಾಯಿತು. (915, 805, 1111, 964)
epaper-link[interactable]: E-paper epaper.hosadigantha.com (392, 170, 630, 186)
brand-logo: ಹೊಸದಿಗಂತ (180, 52, 256, 74)
award-section (708, 1821, 1138, 1952)
story-auto (915, 719, 1497, 1317)
new-office-body: ಸಂಘಟನೆಯ ನೂತನ ಪದಾಧಿಕಾರಿಗಳಾಗಿ ಅಧ್ಯಕ್ಷರಾಗಿ ಶಿವರಾಮ ಪೆರ್ಲ, ಉಪಾಧ್ಯಕ್ಷರಾಗಿ ಎಂ.ಕೇಶವ, ಉಮೇಶ್ ಎಸ್.ಕೆ., ಗಿರೀಶ್ ಅಡ್ಕ, ಪ್ರಧಾನ ಕಾರ್ಯದರ್ಶಿಯಾಗಿ ಜಯರಾಮ ಚಾತ್ತಂಗೈ, ಕೋಶಾಧಿಕಾರಿಯಾಗಿ ಭಾಸ್ಕರ ಬಂದ್ಯೋಡು ಅವರನ್ನು ಆಯ್ಕೆ ಮಾಡಲಾಯಿತು. (1130, 995, 1491, 1040)
award-head: ಉದಯ್ ಭಟ್ ಗೌರವ (708, 1821, 799, 1836)
narayana-headline: ಮೇ 11ರಂದು ರಾಯಿಯಲ್ಲಿ ನಾರಾಯಣ ಗುರುಗಳ ವಿಗ್ರಹ ಪ್ರತಿಷ್ಠಾಪನೆ (460, 1970, 1348, 2016)
sidebar-body: ಮಂಗಳೂರು: ಸಾಮಾಜಿಕ ಜಾಲತಾಣಗಳಲ್ಲಿ ಪ್ರಚೋದನಾಕಾರಿ ಹೇಳಿಕೆ ನೀಡುವವರ ಮತ್ತು ಹೆಚ್ಚಿನ ಗೌರವ ಬಯಸುವವರ ಕಠಿಣ ಕ್ರಮ ಕೈಗೊಳ್ಳಬೇಕು ಎಂದು ಕೆಪಿಸಿಸಿ ಪ್ರಧಾನ ಕಾರ್ಯದರ್ಶಿ ಪದ್ಮರಾಜ್ ಹೇಳಿದ್ದಾರೆ. ಬುಧವಾರ ಸುದ್ದಿಗೋಷ್ಠಿಯಲ್ಲಿ ಮಾತನಾಡಿದ ಅವರು, ನುಡಿ ಸ್ಪರ್ಧೆಯ ಪ್ರಚೋದನಕಾರಿ ಹೇಳಿಕೆ ನೀಡುವವರ ವಿರುದ್ಧ ಪ್ರಕರಣ ದಾಖಲಿಸಬೇಕು. ಸಮಾಜದ ಶಾಂತಿ ಕದಡುವವರ ಬಗ್ಗೆ ಎಚ್ಚರಿಕೆ ವಹಿಸಬೇಕು. ಕಾಂಗ್ರೆಸ್ ಮುಖಂಡರಾದ ಇಬ್ರಾಹಿಂ ಕೋಡಿಜಾಲ್, ಶಶಿಧರ ಹೆಗ್ಡೆ ಮೊದಲಾದವರು ಉಪಸ್ಥಿತರಿದ್ದರು. (46, 605, 290, 699)
lead-photo (576, 312, 1021, 489)
student-photo (170, 990, 229, 1085)
idya-photo (1151, 1413, 1497, 1543)
award-body: ಸತತವಾಗಿ ಕಾರ್ಯಕ್ರಮ ನಡೆಸಲು ಸಹಕರಿಸಿದ ಉದಯ್ ಭಟ್ ಅವರನ್ನು ಗೌರವಿಸಲಾಯಿತು. (708, 1837, 1005, 1849)
sidebar-body: ಮಂಗಳೂರು: ಉರ್ವ ಕೆನರಾ ಪ್ರೌಢ ಶಾಲೆಯ ಮಹತಿ ಪಿ. ರಾವ್ ಎಸ್ಎಸ್ಎಲ್ಸಿ ಪರೀಕ್ಷೆಯಲ್ಲಿ 622 ಅಂಕಗಳನ್ನು ಪಡೆದು ಶಾಲೆಗೆ ಕೀರ್ತಿ ತಂದಿದ್ದಾಳೆ. ಈಕೆ ನಾಗಾರ್ಜುನ ಹಾಗೂ ಉರ್ವ ಕೆನರಾ ಕಾಲೇಜಿನ ಪ್ರಾಧ್ಯಾಪಕ ದಂಪತಿಯ ಪುತ್ರಿ. (123, 741, 290, 808)
sidebar-headline: ಪತ್ರಕರ್ತ ಅಶೋಕ್ ಕಲ್ಲಡ್ಕಗೆ 'ಮಾಧ್ಯಮ ರತ್ನ' ಪ್ರಶಸ್ತಿ (46, 345, 269, 388)
sidebar-item (46, 250, 290, 328)
kumkuma-body: ಕಾರ್ಯಕ್ರಮದಲ್ಲಿ ನ್ಯಾಸದ ಸ್ವರ್ಣ ಲೇಪಿತ ಬೆಳ್ಳಿಯ ಕುಂಕುಮ ಕರಡಿಗೆಯನ್ನು ಅನಾವರಣಗೊಳಿಸಲಾಯಿತು. (934, 1609, 1131, 1636)
